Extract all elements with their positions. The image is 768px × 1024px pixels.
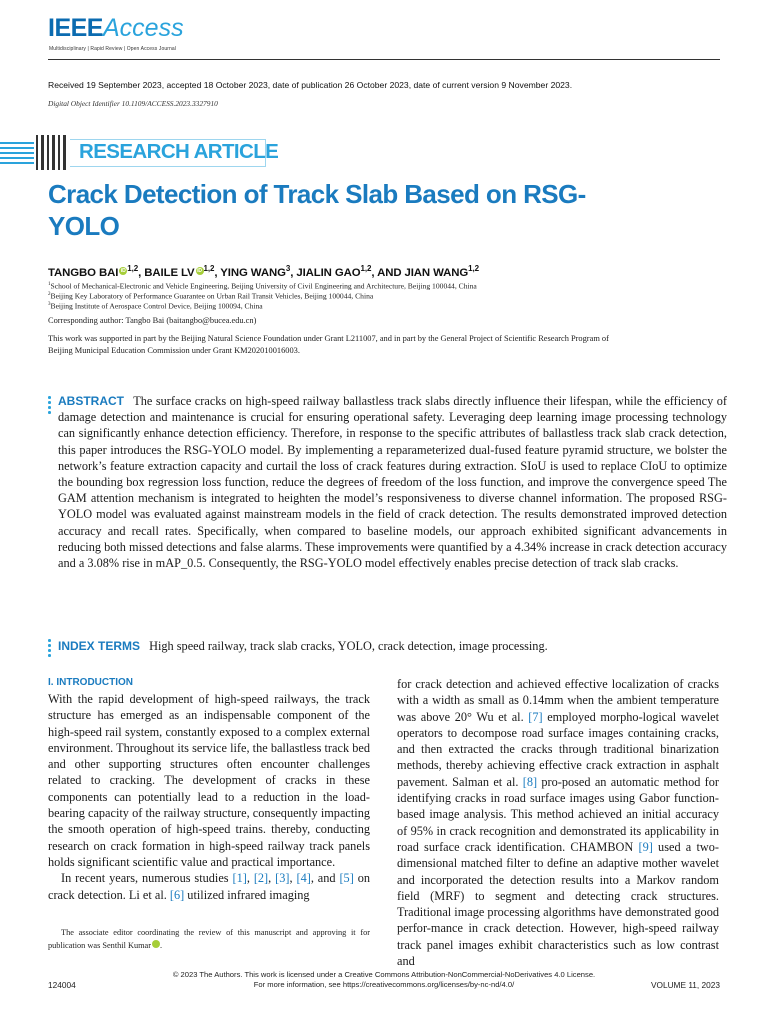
orcid-icon[interactable]: iD <box>197 267 202 274</box>
text-run: on crack detection. Li et al. <box>48 871 370 902</box>
text-run: In recent years, numerous studies <box>61 871 233 886</box>
footnote-text: The associate editor coordinating the review of this manuscript and approving it for publication was Senthil Kumar <box>48 928 370 950</box>
abstract <box>58 393 727 571</box>
affiliation-number: 3 <box>48 302 51 307</box>
abstract-heading: ABSTRACT <box>58 394 124 408</box>
banner-stripes-icon <box>0 133 70 172</box>
footnote: The associate editor coordinating the review of this manuscript and approving it for publication was Senthil Kumar iD. <box>48 928 370 950</box>
article-type: RESEARCH ARTICLE <box>79 140 279 163</box>
affiliation-number: 1 <box>48 282 51 287</box>
citation-link[interactable]: [1] <box>232 871 247 886</box>
author-affil: 1,2 <box>468 264 479 273</box>
index-terms-text: High speed railway, track slab cracks, YOLO, crack detection, image processing. <box>149 639 548 653</box>
affiliation <box>48 300 263 312</box>
index-terms <box>58 638 727 654</box>
author-affil: 3 <box>285 264 291 273</box>
header-divider <box>48 59 720 60</box>
author-name: TANGBO BAI <box>48 266 119 279</box>
abstract-marker-icon <box>48 396 51 416</box>
paragraph: With the rapid development of high-speed railways, the track structure has emerged as an indispensable component of the high-speed rail system, constantly exposed to a complex external environment. Throughout its service life, the ballastless track bed and other supporting structures often encounter challenges related to cracking. The development of cracks in these components can potentially lead to a reduction in the load-bearing capacity of the railway structure, consequently impacting the smooth operation of high-speed trains. thereby, conducting research on crack formation in high-speed railway track panels holds significant scientific value and practical importance. <box>48 692 370 869</box>
journal-tagline: Multidisciplinary | Rapid Review | Open Access Journal <box>49 46 176 52</box>
body-column-right <box>397 676 719 969</box>
author-affil: 1,2 <box>127 264 139 273</box>
funding-statement: This work was supported in part by the Beijing Natural Science Foundation under Grant L211007, and in part by the General Project of Scientific Research Program of Beijing Municipal Education Commission under Grant KM202010016003. <box>48 334 609 355</box>
affiliation-number: 2 <box>48 292 51 297</box>
author-name: YING WANG <box>220 266 286 279</box>
logo-ieee: IEEE <box>48 14 103 42</box>
section-heading: I. INTRODUCTION <box>48 677 133 688</box>
citation-link[interactable]: [9] <box>638 839 653 854</box>
citation-link[interactable]: [7] <box>528 709 543 724</box>
author-name: BAILE LV <box>144 266 195 279</box>
citation-link[interactable]: [6] <box>169 887 185 902</box>
author-list: TANGBO BAI iD $^{1,2}$, BAILE LV iD $^{1,2}$, YING WANG$^3$, JIALIN GAO$^{1,2}$, AND JIAN WANG$^{1,2}$ <box>48 264 479 279</box>
affiliation-text: School of Mechanical-Electronic and Vehicle Engineering, Beijing University of Civil Engineering and Architecture, Beijing 100044, China <box>50 281 477 291</box>
abstract-text: The surface cracks on high-speed railway ballastless track slabs directly influence their lifespan, while the efficiency of damage detection and maintenance is crucial for ensuring operational safety. Leveraging deep learning image processing technology can significantly enhance detection efficiency. Therefore, in response to the specific attributes of ballastless track slab crack detection, this paper introduces the RSG-YOLO model. By implementing a reparameterized dual-fused feature pyramid structure, we bolster the network’s feature extraction capacity and curtail the loss of crack features during extraction. SIoU is used to replace CIoU to optimize the bounding box regression loss function, reduce the degrees of freedom of the loss function, and improve the convergence speed The GAM attention mechanism is integrated to heighten the model’s responsiveness to diverse channel information. The proposed RSG-YOLO model was evaluated against mainstream models in the field of crack detection. The results demonstrated improved detection accuracy and recall rates. Specifically, when compared to baseline models, our approach exhibited significant advancements in reducing both missed detections and false alarms. These improvements were quantified by a 4.34% increase in crack detection accuracy and a 3.08% rise in mAP_0.5. Consequently, the RSG-YOLO model effectively enables precise detection of track slab cracks. <box>58 394 728 571</box>
citation-link[interactable]: [5] <box>339 871 354 886</box>
author-name: JIALIN GAO <box>296 266 361 279</box>
citation-link[interactable]: [8] <box>522 774 538 789</box>
paragraph <box>397 676 719 969</box>
affiliation-text: Beijing Key Laboratory of Performance Guarantee on Urban Rail Transit Vehicles, Beijing 100044, China <box>50 291 374 301</box>
body-column-left <box>48 691 370 903</box>
citation-link[interactable]: [2] <box>253 871 269 886</box>
text-run: for crack detection and achieved effective localization of cracks with a width as small as 0.14mm when the ambient temperature was above 20° Wu et al. <box>397 677 719 724</box>
journal-logo <box>48 14 184 43</box>
paragraph: In recent years, numerous studies [1], [2], [3], [4], and [5] on crack detection. Li et al. [6] utilized infrared imaging <box>48 871 370 902</box>
index-terms-marker-icon <box>48 639 51 659</box>
citation-link[interactable]: [4] <box>296 871 311 886</box>
orcid-icon[interactable]: iD <box>120 267 126 274</box>
author-affil: 1,2 <box>203 264 215 273</box>
author-name: AND JIAN WANG <box>377 266 469 279</box>
logo-access: Access <box>102 14 184 42</box>
author-affil: 1,2 <box>360 264 372 273</box>
page-number: 124004 <box>48 980 76 990</box>
text-run: pro-posed an automatic method for identifying cracks in road surface images using Gabor function-based image analysis. This method achieved an initial accuracy of 95% in crack recognition and demonstrated its applicability in road surface crack identification. CHAMBON <box>397 774 719 854</box>
orcid-icon[interactable]: iD <box>152 940 160 948</box>
corresponding-author: Corresponding author: Tangbo Bai (baitangbo@bucea.edu.cn) <box>48 316 257 325</box>
affiliation-text: Beijing Institute of Aerospace Control Device, Beijing 100094, China <box>50 301 263 311</box>
index-terms-heading: INDEX TERMS <box>58 639 141 653</box>
license-line: © 2023 The Authors. This work is licensed under a Creative Commons Attribution-NonCommercial-NoDerivatives 4.0 License. <box>172 970 596 979</box>
text-run: employed morpho-logical wavelet operators to decompose road surface images containing cracks, and then extracted the cracks through traditional binarization methods, thereby achieving effective crack extraction in asphalt pavement. Salman et al. <box>397 709 719 789</box>
text-run: used a two-dimensional matched filter to define an adaptive mother wavelet and incorporated the detection results into a Markov random field (MRF) to segment and detecting crack structures. Traditional image processing algorithms have demonstrated good perfor-mance in crack detection. However, high-speed railway track panel images exhibit characteristics such as low contrast and <box>397 839 719 969</box>
license-link[interactable]: For more information, see https://creativecommons.org/licenses/by-nc-nd/4.0/ <box>253 980 515 989</box>
citation-link[interactable]: [3] <box>275 871 290 886</box>
paper-title: Crack Detection of Track Slab Based on RSG-YOLO <box>48 179 586 241</box>
doi: Digital Object Identifier 10.1109/ACCESS.2023.3327910 <box>48 99 218 108</box>
volume-label: VOLUME 11, 2023 <box>650 980 720 990</box>
text-run: utilized infrared imaging <box>184 887 310 902</box>
received-dates: Received 19 September 2023, accepted 18 October 2023, date of publication 26 October 2023, date of current version 9 November 2023. <box>48 80 573 90</box>
